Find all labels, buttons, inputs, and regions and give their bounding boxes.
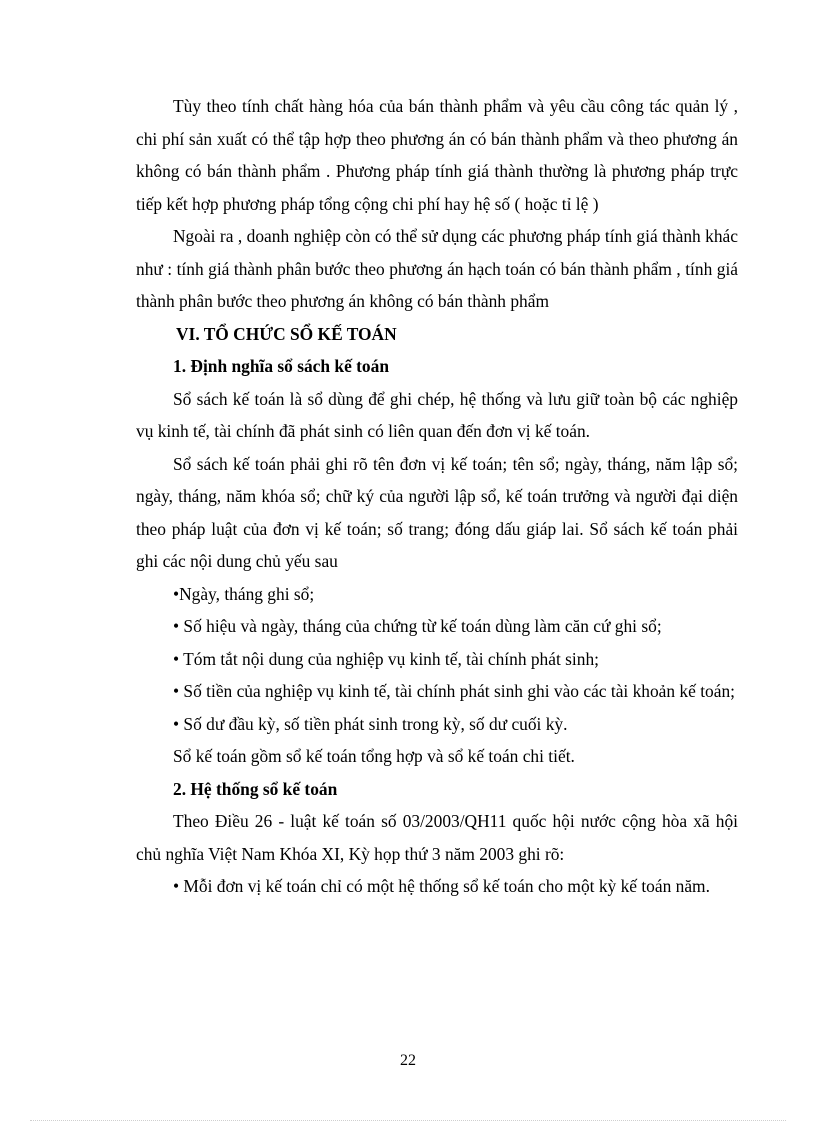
subsection-heading-definition: 1. Định nghĩa sổ sách kế toán	[173, 356, 389, 376]
paragraph-requirements: Sổ sách kế toán phải ghi rõ tên đơn vị kế toán; tên sổ; ngày, tháng, năm lập sổ; ngày, tháng, năm khóa sổ; chữ ký của người lập sổ, kế toán trưởng và người đại diện theo pháp luật của đơn vị kế toán; số trang; đóng dấu giáp lai. Sổ sách kế toán phải ghi các nội dung chủ yếu sau	[136, 453, 738, 571]
list-item: •Ngày, tháng ghi sổ;	[173, 583, 315, 604]
list-item: • Số tiền của nghiệp vụ kinh tế, tài chính phát sinh ghi vào các tài khoản kế toán;	[173, 681, 735, 701]
list-item: • Số hiệu và ngày, tháng của chứng từ kế toán dùng làm căn cứ ghi sổ;	[173, 616, 662, 636]
list-item: • Tóm tắt nội dung của nghiệp vụ kinh tế, tài chính phát sinh;	[173, 648, 599, 669]
paragraph-cost-methods: Tùy theo tính chất hàng hóa của bán thành phẩm và yêu cầu công tác quản lý , chi phí sản xuất có thể tập hợp theo phương án có bán thành phẩm và theo phương án không có bán thành phẩm . Phương pháp tính giá thành thường là phương pháp trực tiếp kết hợp phương pháp tổng cộng chi phí hay hệ số ( hoặc tỉ lệ )	[136, 96, 738, 214]
subsection-heading-system: 2. Hệ thống sổ kế toán	[173, 778, 338, 799]
paragraph-definition: Sổ sách kế toán là sổ dùng để ghi chép, hệ thống và lưu giữ toàn bộ các nghiệp vụ kinh tế, tài chính đã phát sinh có liên quan đến đơn vị kế toán.	[136, 388, 738, 441]
list-item: • Mỗi đơn vị kế toán chỉ có một hệ thống sổ kế toán cho một kỳ kế toán năm.	[173, 876, 710, 896]
list-item: • Số dư đầu kỳ, số tiền phát sinh trong kỳ, số dư cuối kỳ.	[173, 713, 568, 734]
page-number: 22	[400, 1052, 416, 1069]
paragraph-law-reference: Theo Điều 26 - luật kế toán số 03/2003/QH11 quốc hội nước cộng hòa xã hội chủ nghĩa Việt Nam Khóa XI, Kỳ họp thứ 3 năm 2003 ghi rõ:	[136, 811, 738, 864]
paragraph-other-methods: Ngoài ra , doanh nghiệp còn có thể sử dụng các phương pháp tính giá thành khác như : tính giá thành phân bước theo phương án hạch toán có bán thành phẩm , tính giá thành phân bước theo phương án không có bán thành phẩm	[136, 226, 738, 311]
page-bottom-divider	[30, 1120, 786, 1121]
section-heading: VI. TỔ CHỨC SỔ KẾ TOÁN	[176, 323, 397, 344]
page-body	[136, 90, 738, 903]
paragraph-ledger-types: Sổ kế toán gồm sổ kế toán tổng hợp và sổ kế toán chi tiết.	[173, 746, 575, 766]
